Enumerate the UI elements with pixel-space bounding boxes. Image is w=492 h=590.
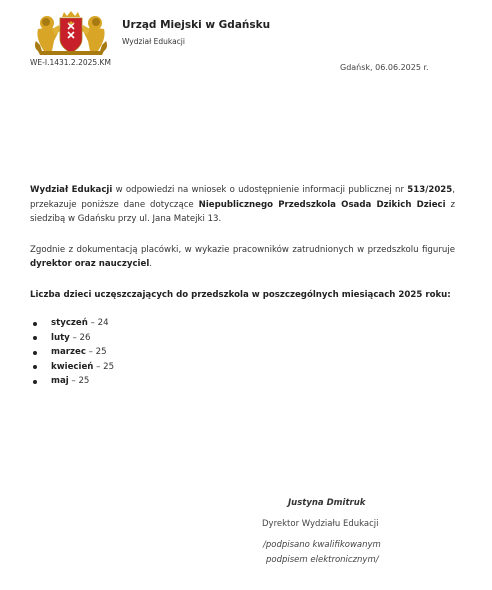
signatory-name: Justyna Dmitruk (288, 498, 366, 508)
month-count: – 25 (93, 361, 115, 372)
list-item (30, 345, 455, 360)
intro-bold-department: Wydział Edukacji (30, 185, 113, 195)
list-item (30, 360, 455, 375)
intro-bold-request-number: 513/2025 (407, 185, 453, 195)
month-count: – 24 (87, 318, 109, 328)
staff-text-1: Zgodnie z dokumentacją placówki, w wykazie pracowników zatrudnionych w przedszkolu figuruje (30, 244, 455, 255)
month-count: – 25 (68, 376, 90, 386)
months-list (30, 316, 455, 389)
signature-note-line2: podpisem elektronicznym/ (266, 555, 379, 565)
list-item (30, 331, 455, 346)
organization-name: Urząd Miejski w Gdańsku (122, 19, 271, 31)
intro-text-2: , przekazuje poniższe dane dotyczące (30, 185, 455, 210)
left-lion-icon (35, 16, 60, 51)
month-count: – 26 (69, 332, 91, 343)
intro-text-1: w odpowiedzi na wniosek o udostępnienie informacji publicznej nr (112, 185, 408, 195)
crown-icon (62, 11, 80, 17)
month-name: styczeń (51, 318, 88, 328)
month-name: marzec (51, 347, 86, 357)
staff-bold-roles: dyrektor oraz nauczyciel (30, 259, 150, 269)
department-name: Wydział Edukacji (122, 37, 185, 46)
month-name: maj (51, 376, 69, 386)
right-lion-icon (82, 16, 107, 51)
list-item (30, 374, 455, 389)
paragraph-children-heading: Liczba dzieci uczęszczających do przedszkola w poszczególnych miesiącach 2025 roku: (30, 289, 451, 300)
place-and-date: Gdańsk, 06.06.2025 r. (340, 63, 429, 72)
staff-text-2: . (149, 259, 152, 269)
intro-bold-kindergarten-name: Niepublicznego Przedszkola Osada Dzikich Dzieci (198, 199, 446, 210)
reference-number: WE-I.1431.2.2025.KM (30, 58, 111, 67)
paragraph-staff (30, 243, 455, 272)
paragraph-intro (30, 183, 455, 227)
list-item (30, 316, 455, 331)
intro-text-3: z siedzibą w Gdańsku przy ul. Jana Matejki 13. (30, 199, 455, 224)
month-name: kwiecień (51, 361, 94, 372)
crest-base (38, 51, 104, 55)
shield-icon (60, 18, 82, 53)
letter-body (30, 183, 455, 389)
signature-note-line1: /podpisano kwalifikowanym (263, 540, 381, 550)
signatory-role: Dyrektor Wydziału Edukacji (262, 519, 379, 529)
month-count: – 25 (85, 347, 107, 357)
month-name: luty (51, 332, 70, 343)
gdansk-coat-of-arms-logo (32, 11, 110, 55)
